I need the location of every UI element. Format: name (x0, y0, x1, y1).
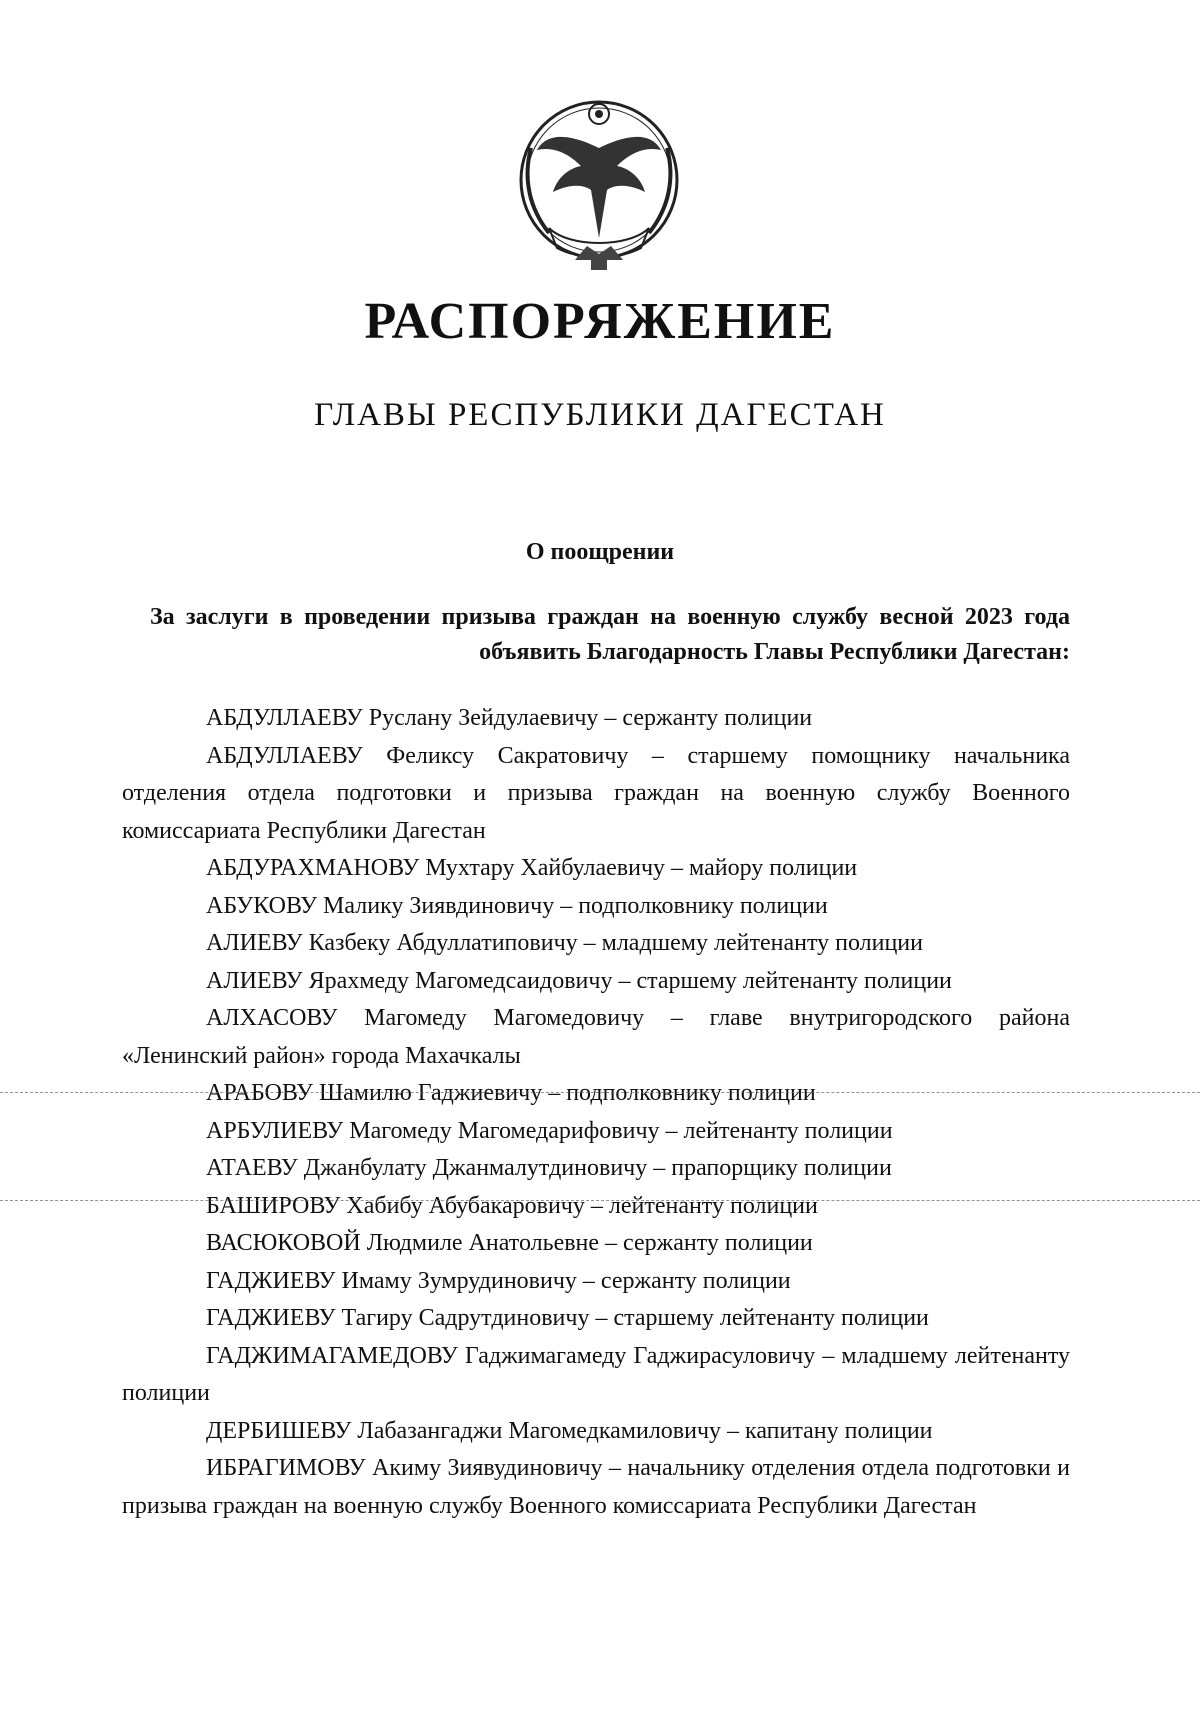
list-item: АБУКОВУ Малику Зиявдиновичу – подполковнику полиции (206, 892, 828, 919)
list-item: ДЕРБИШЕВУ Лабазангаджи Магомедкамиловичу – капитану полиции (206, 1417, 933, 1444)
award-list (122, 700, 1070, 1525)
document-subtitle: ГЛАВЫ РЕСПУБЛИКИ ДАГЕСТАН (314, 397, 886, 433)
list-item: БАШИРОВУ Хабибу Абубакаровичу – лейтенанту полиции (206, 1192, 818, 1219)
list-item: АЛИЕВУ Ярахмеду Магомедсаидовичу – старшему лейтенанту полиции (206, 967, 952, 994)
scan-artifact-line (0, 1092, 1200, 1093)
document-intro: За заслуги в проведении призыва граждан на военную службу весной 2023 года объявить Благодарность Главы Республики Дагестан: (150, 604, 1070, 665)
list-item: АБДУРАХМАНОВУ Мухтару Хайбулаевичу – майору полиции (206, 855, 858, 881)
document-heading: О поощрении (525, 539, 675, 565)
scan-artifact-line (0, 1200, 1200, 1201)
list-item: ГАДЖИЕВУ Тагиру Садрутдиновичу – старшему лейтенанту полиции (206, 1305, 929, 1331)
list-item: ВАСЮКОВОЙ Людмиле Анатольевне – сержанту полиции (206, 1230, 813, 1256)
document-title: РАСПОРЯЖЕНИЕ (364, 293, 836, 350)
list-item: ГАДЖИЕВУ Имаму Зумрудиновичу – сержанту полиции (206, 1267, 791, 1294)
list-item: АБДУЛЛАЕВУ Руслану Зейдулаевичу – сержанту полиции (206, 705, 813, 731)
list-item: АЛИЕВУ Казбеку Абдуллатиповичу – младшему лейтенанту полиции (206, 930, 923, 956)
coat-of-arms-emblem (509, 88, 689, 278)
list-item: АРАБОВУ Шамилю Гаджиевичу – подполковнику полиции (206, 1080, 816, 1106)
list-item: АБДУЛЛАЕВУ Феликсу Сакратовичу – старшему помощнику начальника отделения отдела подготовки и призыва граждан на военную службу Военного комиссариата Республики Дагестан (122, 742, 1070, 844)
list-item: АТАЕВУ Джанбулату Джанмалутдиновичу – прапорщику полиции (206, 1155, 892, 1181)
list-item: АРБУЛИЕВУ Магомеду Магомедарифовичу – лейтенанту полиции (206, 1117, 893, 1144)
list-item: ГАДЖИМАГАМЕДОВУ Гаджимагамеду Гаджирасуловичу – младшему лейтенанту полиции (122, 1342, 1070, 1406)
list-item: ИБРАГИМОВУ Акиму Зиявудиновичу – начальнику отделения отдела подготовки и призыва граждан на военную службу Военного комиссариата Республики Дагестан (122, 1455, 1070, 1519)
list-item: АЛХАСОВУ Магомеду Магомедовичу – главе внутригородского района «Ленинский район» города Махачкалы (122, 1005, 1070, 1069)
